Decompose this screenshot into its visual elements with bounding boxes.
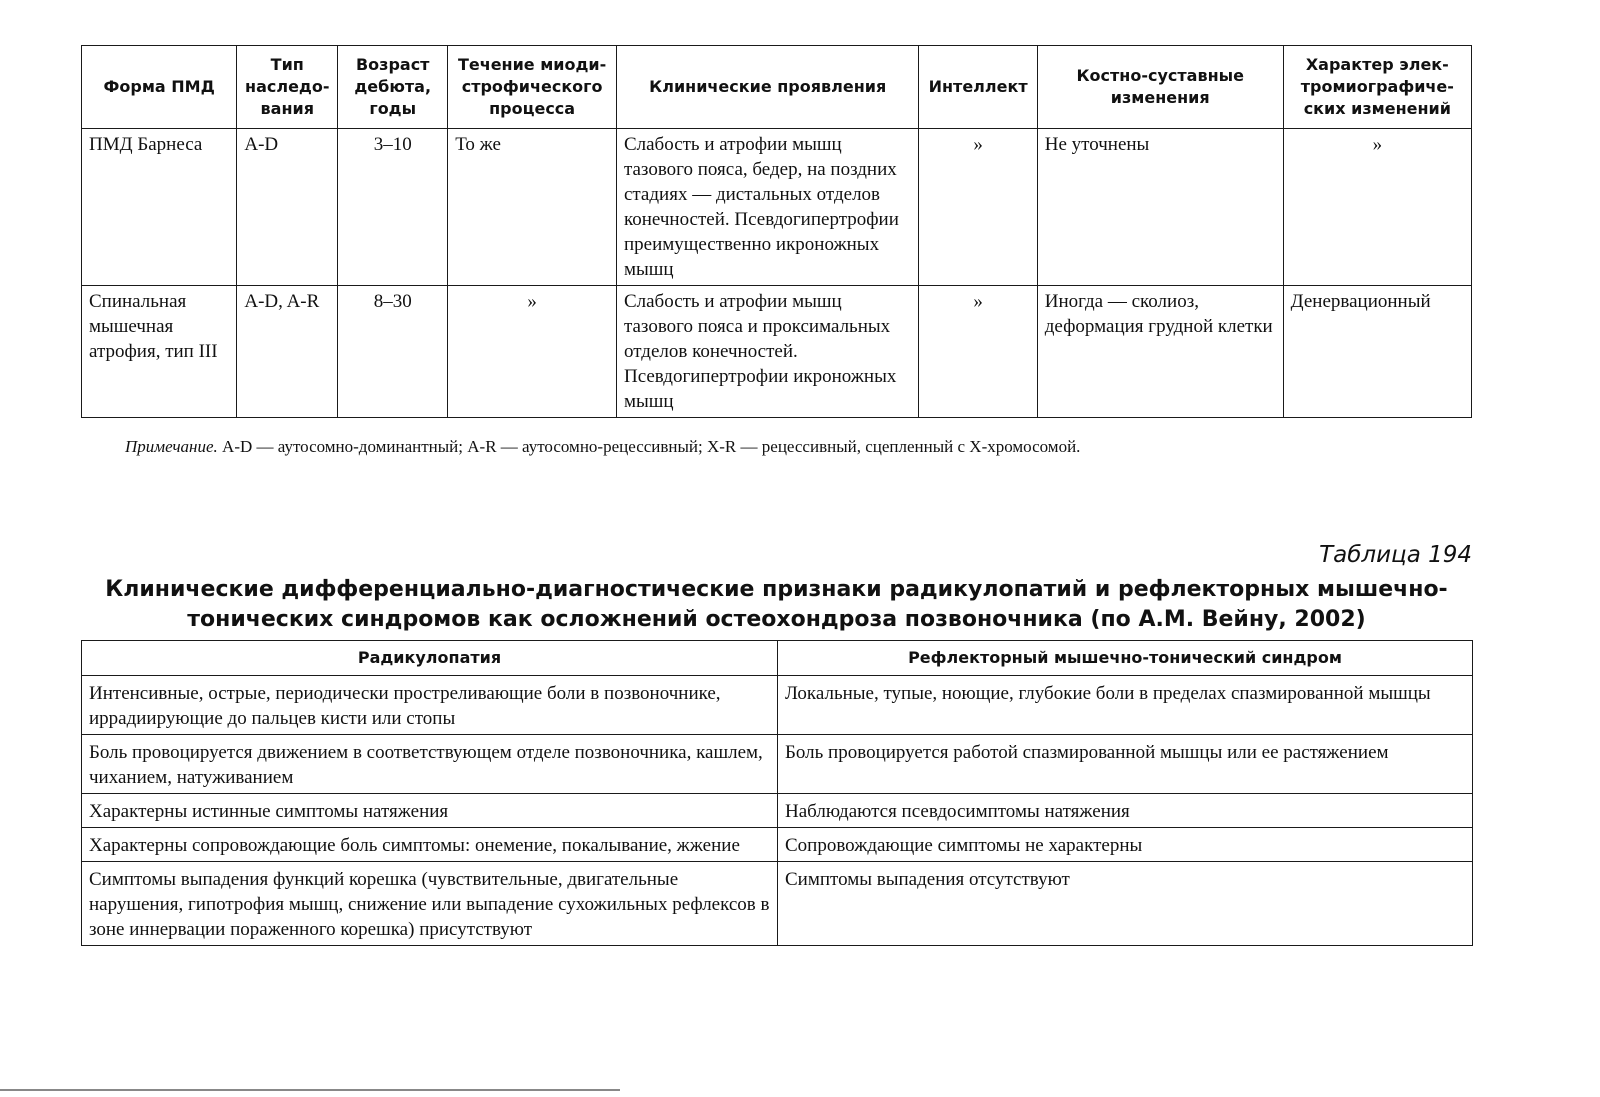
footnote-label: Примечание. xyxy=(125,437,218,456)
table-cell: Характерны сопровождающие боль симптомы: онемение, покалывание, жжение xyxy=(82,828,778,862)
column-header-course: Течение миоди-строфического процесса xyxy=(448,46,617,129)
column-header-clinical: Клинические проявления xyxy=(616,46,918,129)
table-cell: Денервационный xyxy=(1283,286,1471,418)
column-header-inheritance: Тип наследо-вания xyxy=(237,46,338,129)
table-title-source: (по А.М. Вейну, 2002) xyxy=(1090,607,1366,632)
table-row xyxy=(82,676,1473,735)
page-bottom-rule xyxy=(0,1089,620,1091)
table-cell: » xyxy=(1283,129,1471,286)
table-title xyxy=(81,575,1472,635)
table-cell: Спинальная мышечная атрофия, тип III xyxy=(82,286,237,418)
table-row xyxy=(82,286,1472,418)
column-header-radiculopathy: Радикулопатия xyxy=(82,641,778,676)
column-header-bone-joint: Костно-суставные изменения xyxy=(1037,46,1283,129)
column-header-emg: Характер элек-тромиографиче-ских изменений xyxy=(1283,46,1471,129)
table-row xyxy=(82,794,1473,828)
table-cell: Симптомы выпадения функций корешка (чувствительные, двигательные нарушения, гипотрофия мышц, снижение или выпадение сухожильных рефлексов в зоне иннервации пораженного корешка) присутствуют xyxy=(82,862,778,946)
table-cell: Слабость и атрофии мышц тазового пояса, бедер, на поздних стадиях — дистальных отделов конечностей. Псевдогипертрофии преимущественно икроножных мышц xyxy=(616,129,918,286)
radiculopathy-comparison-table xyxy=(81,640,1473,946)
pmd-forms-table xyxy=(81,45,1472,418)
table-cell: » xyxy=(448,286,617,418)
table-cell: 3–10 xyxy=(338,129,448,286)
table-header-row xyxy=(82,46,1472,129)
table-cell: » xyxy=(919,286,1037,418)
table-cell: » xyxy=(919,129,1037,286)
table-cell: Характерны истинные симптомы натяжения xyxy=(82,794,778,828)
table-cell: Сопровождающие симптомы не характерны xyxy=(778,828,1473,862)
table-cell: Боль провоцируется работой спазмированной мышцы или ее растяжением xyxy=(778,735,1473,794)
table-cell: Наблюдаются псевдосимптомы натяжения xyxy=(778,794,1473,828)
table-row xyxy=(82,862,1473,946)
table-cell: То же xyxy=(448,129,617,286)
table-header-row xyxy=(82,641,1473,676)
column-header-intellect: Интеллект xyxy=(919,46,1037,129)
table-cell: Симптомы выпадения отсутствуют xyxy=(778,862,1473,946)
table-cell: 8–30 xyxy=(338,286,448,418)
table-row xyxy=(82,735,1473,794)
table-number: Таблица 194 xyxy=(1319,542,1472,568)
table-cell: Слабость и атрофии мышц тазового пояса и проксимальных отделов конечностей. Псевдогипертрофии икроножных мышц xyxy=(616,286,918,418)
table-row xyxy=(82,129,1472,286)
column-header-onset-age: Возраст дебюта, годы xyxy=(338,46,448,129)
footnote-text: A-D — аутосомно-доминантный; A-R — аутосомно-рецессивный; X-R — рецессивный, сцепленный с X-хромосомой. xyxy=(222,437,1081,456)
table-cell: Не уточнены xyxy=(1037,129,1283,286)
column-header-reflex-syndrome: Рефлекторный мышечно-тонический синдром xyxy=(778,641,1473,676)
table-row xyxy=(82,828,1473,862)
table-title-main: Клинические дифференциально-диагностические признаки радикулопатий и рефлекторных мышечно-тонических синдромов как осложнений остеохондроза позвоночника xyxy=(105,577,1448,632)
table-cell: Локальные, тупые, ноющие, глубокие боли в пределах спазмированной мышцы xyxy=(778,676,1473,735)
column-header-form: Форма ПМД xyxy=(82,46,237,129)
table-cell: A-D xyxy=(237,129,338,286)
table-cell: Боль провоцируется движением в соответствующем отделе позвоночника, кашлем, чиханием, натуживанием xyxy=(82,735,778,794)
table-cell: Иногда — сколиоз, деформация грудной клетки xyxy=(1037,286,1283,418)
table-cell: Интенсивные, острые, периодически простреливающие боли в позвоночнике, иррадиирующие до пальцев кисти или стопы xyxy=(82,676,778,735)
table-footnote xyxy=(125,436,1080,458)
table-cell: A-D, A-R xyxy=(237,286,338,418)
table-cell: ПМД Барнеса xyxy=(82,129,237,286)
